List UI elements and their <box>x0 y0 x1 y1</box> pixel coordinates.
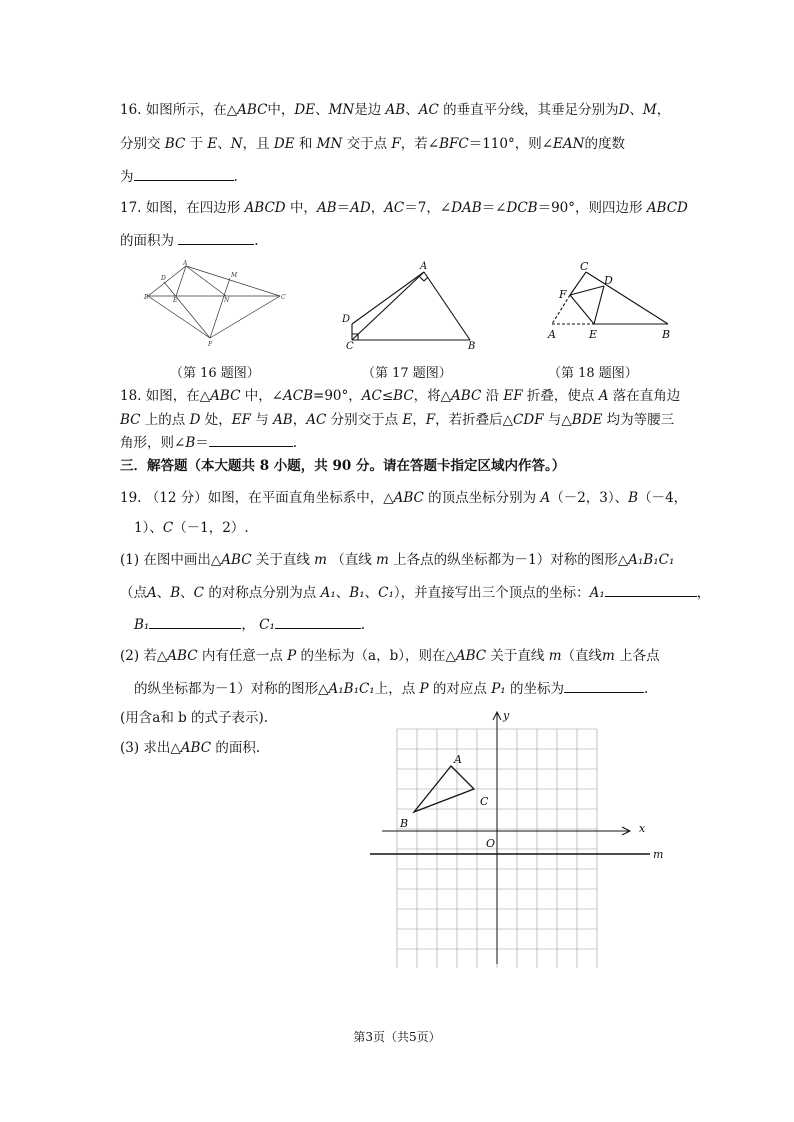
fig16-label-e: E <box>173 297 178 304</box>
grid-label-x: x <box>639 822 646 835</box>
q19-part1-line1: (1) 在图中画出△ABC 关于直线 m （直线 m 上各点的纵坐标都为－1）对称的图形△A₁B₁C₁ <box>120 552 675 568</box>
fig18-label-b: B <box>662 328 671 341</box>
q19-part3: (3) 求出△ABC 的面积. <box>120 740 261 756</box>
caption-fig18: （第 18 题图） <box>548 366 638 381</box>
q16-line3: 为 . <box>120 166 238 187</box>
fig18-label-e: E <box>589 328 598 341</box>
q19-c1-blank[interactable] <box>275 614 361 629</box>
q18-line1: 18. 如图，在△ABC 中，∠ACB=90°，AC≤BC，将△ABC 沿 EF 折叠，使点 A 落在直角边 <box>120 388 681 404</box>
fig16-label-d: D <box>161 275 166 282</box>
q19-p1-blank[interactable] <box>564 678 644 693</box>
figure-17 <box>338 258 488 350</box>
grid-label-a: A <box>454 753 462 766</box>
fig17-label-b: B <box>468 341 476 350</box>
q19-part2-line2: 的纵坐标都为－1）对称的图形△A₁B₁C₁上，点 P 的对应点 P₁ 的坐标为 . <box>134 678 648 699</box>
fig17-label-a: A <box>420 261 428 272</box>
fig18-label-c: C <box>580 260 589 273</box>
q19-intro-line2: 1）、C（－1，2）. <box>134 520 249 536</box>
q19-part2-note: (用含a和 b 的式子表示). <box>120 710 269 726</box>
fig17-label-d: D <box>342 314 351 325</box>
q17-answer-blank[interactable] <box>178 230 254 245</box>
q19-part1-line3: B₁ ， C₁ . <box>134 614 365 635</box>
q17-line2: 的面积为 . <box>120 230 259 251</box>
q18-line2: BC 上的点 D 处，EF 与 AB，AC 分别交于点 E，F，若折叠后△CDF 与△BDE 均为等腰三 <box>120 412 675 428</box>
grid-label-y: y <box>503 709 510 722</box>
fig17-label-c: C <box>346 341 354 350</box>
figure-18 <box>540 258 680 348</box>
grid-label-m: m <box>653 848 664 861</box>
coordinate-grid-figure <box>368 706 668 968</box>
q19-b1-blank[interactable] <box>149 614 241 629</box>
fig18-label-a: A <box>548 328 556 341</box>
q16-line1: 16. 如图所示，在△ABC中，DE、MN是边 AB、AC 的垂直平分线，其垂足分别为D、M， <box>120 102 671 118</box>
q18-line3: 角形，则∠B＝ . <box>120 432 297 453</box>
fig16-label-f: F <box>208 341 213 348</box>
q19-part2-line1: (2) 若△ABC 内有任意一点 P 的坐标为（a，b），则在△ABC 关于直线 m（直线m 上各点 <box>120 648 660 664</box>
caption-fig16: （第 16 题图） <box>170 366 260 381</box>
figure-16 <box>140 258 290 348</box>
fig16-label-c: C <box>281 294 286 301</box>
fig16-label-n: N <box>224 297 230 304</box>
fig18-label-f: F <box>559 288 567 301</box>
grid-label-c: C <box>480 795 489 808</box>
q16-answer-blank[interactable] <box>134 166 234 181</box>
caption-fig17: （第 17 题图） <box>362 366 452 381</box>
q19-a1-blank[interactable] <box>605 582 697 597</box>
q19-part1-line2: （点A、B、C 的对称点分别为点 A₁、B₁、C₁），并直接写出三个顶点的坐标：A₁ ， <box>120 582 710 603</box>
section-3-heading: 三．解答题（本大题共 8 小题，共 90 分。请在答题卡指定区域内作答。） <box>120 458 566 474</box>
q19-intro-line1: 19. （12 分）如图，在平面直角坐标系中，△ABC 的顶点坐标分别为 A（－2，3）、B（－4， <box>120 490 688 506</box>
q18-answer-blank[interactable] <box>209 432 293 447</box>
grid-label-origin: O <box>486 837 496 850</box>
fig16-label-a: A <box>183 260 188 267</box>
page-footer: 第3页（共5页） <box>353 1030 441 1044</box>
grid-label-b: B <box>400 817 409 830</box>
fig16-label-m: M <box>231 272 238 279</box>
fig18-label-d: D <box>604 274 613 287</box>
fig16-label-b: B <box>144 294 149 301</box>
q16-line2: 分别交 BC 于 E、N，且 DE 和 MN 交于点 F，若∠BFC＝110°，则∠EAN的度数 <box>120 136 625 152</box>
q17-line1: 17. 如图，在四边形 ABCD 中，AB＝AD，AC＝7，∠DAB＝∠DCB＝90°，则四边形 ABCD <box>120 200 688 216</box>
